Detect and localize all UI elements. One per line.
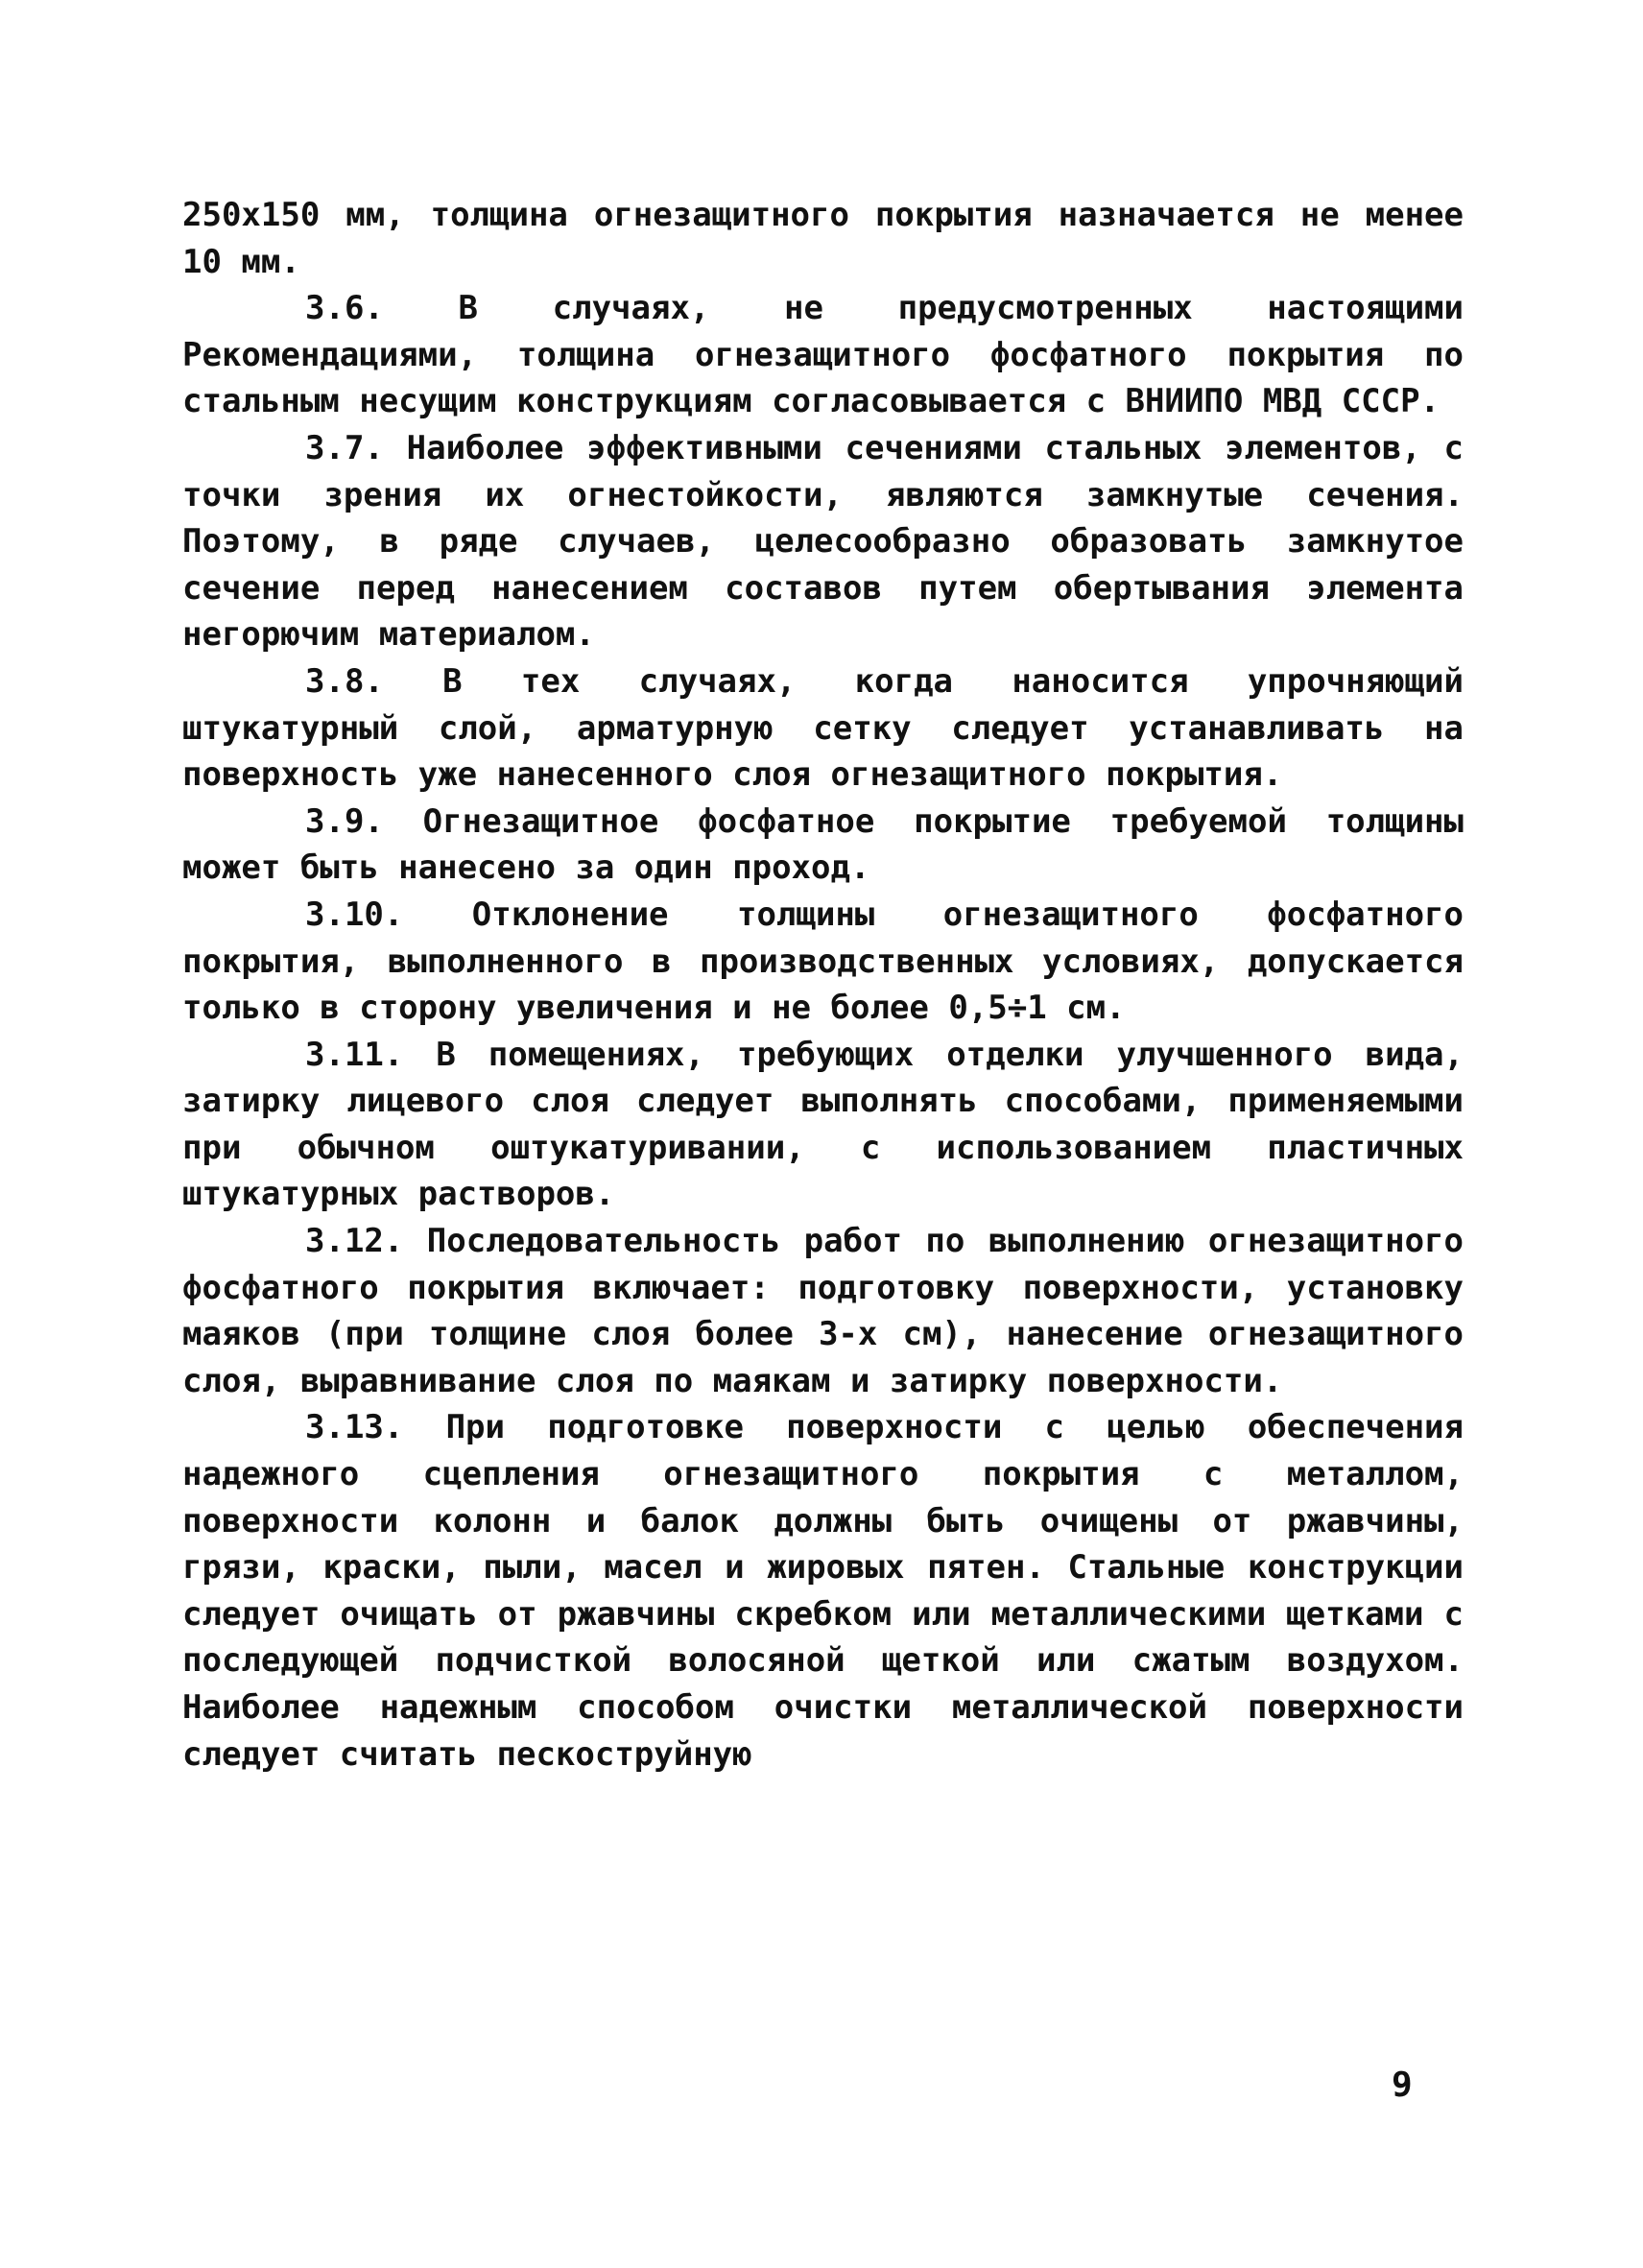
document-body <box>182 192 1464 1778</box>
paragraph-3-10: 3.10. Отклонение толщины огнезащитного фосфатного покрытия, выполненного в производственных условиях, допускается только в сторону увеличения и не более 0,5÷1 см. <box>182 895 1464 1028</box>
paragraph-3-6: 3.6. В случаях, не предусмотренных настоящими Рекомендациями, толщина огнезащитного фосфатного покрытия по стальным несущим конструкциям согласовывается с ВНИИПО МВД СССР. <box>182 289 1464 421</box>
paragraph-continuation: 250х150 мм, толщина огнезащитного покрытия назначается не менее 10 мм. <box>182 196 1464 281</box>
paragraph-3-9: 3.9. Огнезащитное фосфатное покрытие требуемой толщины может быть нанесено за один проход. <box>182 801 1464 888</box>
paragraph-3-11: 3.11. В помещениях, требующих отделки улучшенного вида, затирку лицевого слоя следует выполнять способами, применяемыми при обычном оштукатуривании, с использованием пластичных штукатурных растворов. <box>182 1035 1464 1214</box>
page-number: 9 <box>1392 2065 1413 2105</box>
paragraph-3-13: 3.13. При подготовке поверхности с целью обеспечения надежного сцепления огнезащитного покрытия с металлом, поверхности колонн и балок должны быть очищены от ржавчины, грязи, краски, пыли, масел и жировых пятен. Стальные конструкции следует очищать от ржавчины скребком или металлическими щетками с последующей подчисткой волосяной щеткой или сжатым воздухом. Наиболее надежным способом очистки металлической поверхности следует считать пескоструйную <box>182 1408 1464 1774</box>
paragraph-3-12: 3.12. Последовательность работ по выполнению огнезащитного фосфатного покрытия включает: подготовку поверхности, установку маяков (при толщине слоя более 3-х см), нанесение огнезащитного слоя, выравнивание слоя по маякам и затирку поверхности. <box>182 1222 1464 1400</box>
paragraph-3-8: 3.8. В тех случаях, когда наносится упрочняющий штукатурный слой, арматурную сетку следует устанавливать на поверхность уже нанесенного слоя огнезащитного покрытия. <box>182 661 1464 795</box>
paragraph-3-7: 3.7. Наиболее эффективными сечениями стальных элементов, с точки зрения их огнестойкости, являются замкнутые сечения. Поэтому, в ряде случаев, целесообразно образовать замкнутое сечение перед нанесением составов путем обертывания элемента негорючим материалом. <box>182 428 1464 655</box>
